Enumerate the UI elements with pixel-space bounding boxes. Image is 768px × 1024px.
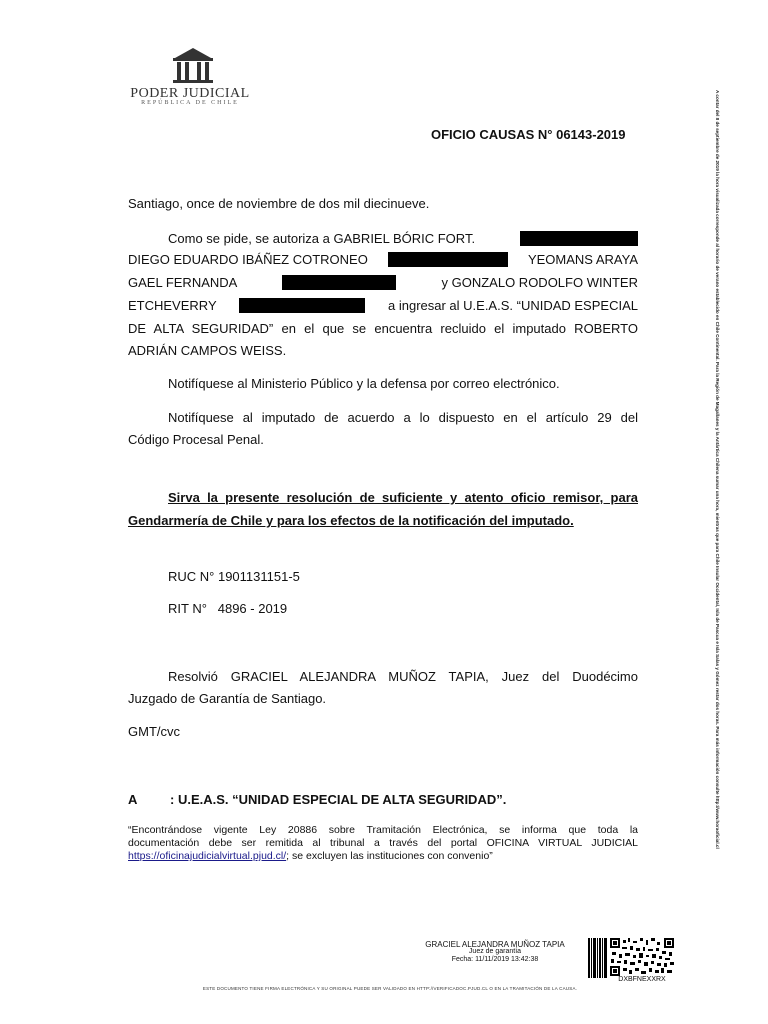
para1-line2: DIEGO EDUARDO IBÁÑEZ COTRONEO YEOMANS ARAYA bbox=[128, 252, 638, 267]
notify-imputado-line1: Notifíquese al imputado de acuerdo a lo dispuesto en el artículo 29 del bbox=[168, 410, 638, 425]
resolvio-line2: Juzgado de Garantía de Santiago. bbox=[128, 691, 327, 706]
notice-line1: “Encontrándose vigente Ley 20886 sobre Tramitación Electrónica, se informa que toda la bbox=[128, 824, 638, 836]
barcode-icon bbox=[588, 938, 608, 978]
date-line: Santiago, once de noviembre de dos mil diecinueve. bbox=[128, 196, 430, 211]
oficio-number: OFICIO CAUSAS N° 06143-2019 bbox=[431, 127, 626, 142]
notify-ministerio: Notifíquese al Ministerio Público y la defensa por correo electrónico. bbox=[168, 376, 560, 391]
para1-line3: GAEL FERNANDA y GONZALO RODOLFO WINTER bbox=[128, 275, 638, 290]
initials: GMT/cvc bbox=[128, 724, 180, 739]
verification-code: DXBFNEXXRX bbox=[618, 976, 666, 983]
electronic-signature-note: ESTE DOCUMENTO TIENE FIRMA ELECTRÓNICA Y SU ORIGINAL PUEDE SER VALIDADO EN HTTP://VERIFICADOC.PJUD.CL O EN LA TRAMITACIÓN DE LA CAUSA. bbox=[202, 986, 578, 991]
qr-code-icon bbox=[610, 938, 674, 976]
timezone-side-note bbox=[708, 90, 722, 940]
oficio-remisor-line2: Gendarmería de Chile y para los efectos de la notificación del imputado. bbox=[128, 513, 574, 528]
resolvio-line1: Resolvió GRACIEL ALEJANDRA MUÑOZ TAPIA, Juez del Duodécimo bbox=[168, 669, 638, 684]
oficina-virtual-link[interactable]: https://oficinajudicialvirtual.pjud.cl/ bbox=[128, 850, 287, 862]
notify-imputado-line2: Código Procesal Penal. bbox=[128, 432, 264, 447]
addressee-label: A bbox=[128, 792, 138, 807]
oficio-remisor-line1: Sirva la presente resolución de suficiente y atento oficio remisor, para bbox=[168, 490, 638, 505]
para1-line5: DE ALTA SEGURIDAD” en el que se encuentra recluido el imputado ROBERTO bbox=[128, 321, 638, 336]
signature-date: Fecha: 11/11/2019 13:42:38 bbox=[451, 956, 539, 963]
redaction-block bbox=[239, 298, 365, 313]
notice-line2: documentación debe ser remitida al tribunal a través del portal OFICINA VIRTUAL JUDICIAL bbox=[128, 837, 638, 849]
signer-name: GRACIEL ALEJANDRA MUÑOZ TAPIA bbox=[425, 940, 565, 949]
ruc-number: RUC N° 1901131151-5 bbox=[168, 569, 300, 584]
logo-subtitle: REPÚBLICA DE CHILE bbox=[141, 100, 239, 106]
para1-line6: ADRIÁN CAMPOS WEISS. bbox=[128, 343, 287, 358]
redaction-block bbox=[520, 231, 638, 246]
redaction-block bbox=[282, 275, 396, 290]
side-note-text: A contar del 8 de septiembre de 2019 la hora visualizada corresponde al horario de verano establecido en Chile Continental. Para la Región de Magallanes y la Antártica Chilena sumar una hora, mientras que para Chile Insular Occidental, Isla de Pascua e Isla Salas y Gómez restar dos horas. Para más información consulte http://www.horaoficial.cl bbox=[715, 90, 720, 849]
addressee: : U.E.A.S. “UNIDAD ESPECIAL DE ALTA SEGURIDAD”. bbox=[170, 792, 507, 807]
signer-role: Juez de garantía bbox=[468, 948, 522, 955]
redaction-block bbox=[388, 252, 508, 267]
para1-line1: Como se pide, se autoriza a GABRIEL BÓRIC FORT. bbox=[168, 231, 476, 246]
rit-number: RIT N° 4896 - 2019 bbox=[168, 601, 288, 616]
para1-line4: ETCHEVERRY a ingresar al U.E.A.S. “UNIDAD ESPECIAL bbox=[128, 298, 638, 313]
notice-line3: https://oficinajudicialvirtual.pjud.cl/; se excluyen las instituciones con convenio” bbox=[128, 850, 493, 862]
logo-title: PODER JUDICIAL bbox=[130, 86, 250, 101]
